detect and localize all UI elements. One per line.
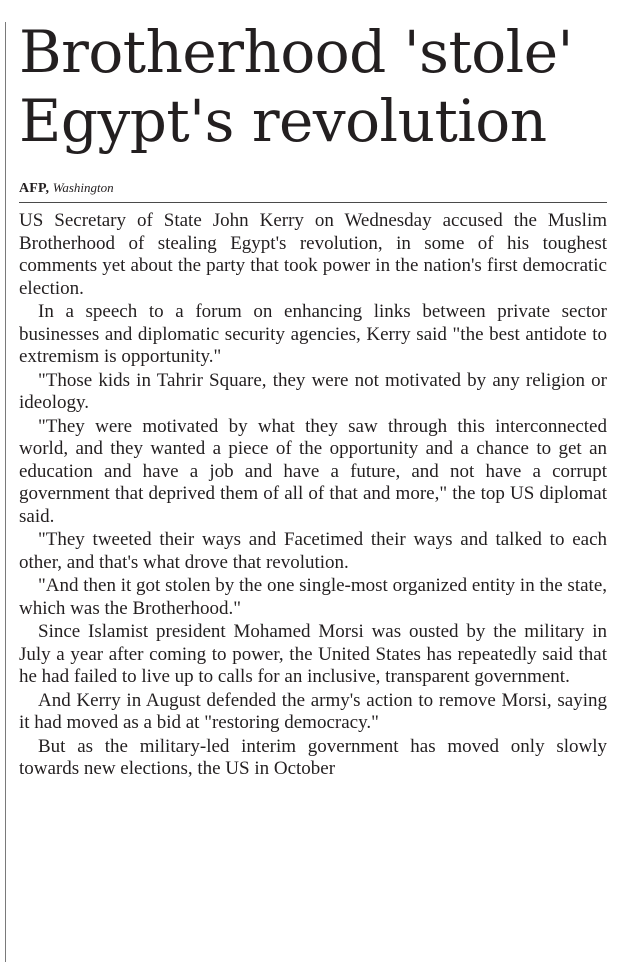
headline (19, 0, 607, 156)
byline (19, 178, 607, 203)
article-body (19, 210, 607, 781)
paragraph: "Those kids in Tahrir Square, they were not motivated by any religion or ideology. (19, 369, 607, 413)
byline-dateline: Washington (52, 180, 114, 195)
headline-line-2: Egypt's revolution (19, 87, 547, 155)
byline-agency: AFP, (19, 181, 50, 196)
article (19, 0, 607, 782)
paragraph: But as the military-led interim government has moved only slowly towards new elections, the US in October (19, 735, 607, 779)
paragraph: US Secretary of State John Kerry on Wednesday accused the Muslim Brotherhood of stealing Egypt's revolution, in some of his toughest comments yet about the party that took power in the nation's first democratic election. (19, 210, 607, 299)
headline-line-1: Brotherhood 'stole' (19, 18, 573, 86)
paragraph: Since Islamist president Mohamed Morsi was ousted by the military in July a year after coming to power, the United States has repeatedly said that he had failed to live up to calls for an inclusive, transparent government. (19, 621, 607, 687)
column-rule (5, 22, 6, 962)
paragraph: "They tweeted their ways and Facetimed their ways and talked to each other, and that's what drove that revolution. (19, 529, 607, 573)
paragraph: "They were motivated by what they saw through this interconnected world, and they wanted a piece of the opportunity and a chance to get an education and have a job and have a future, and not have a corrupt government that deprived them of all of that and more," the top US diplomat said. (19, 415, 607, 527)
paragraph: In a speech to a forum on enhancing links between private sector businesses and diplomatic security agencies, Kerry said "the best antidote to extremism is opportunity." (19, 301, 607, 367)
paragraph: And Kerry in August defended the army's action to remove Morsi, saying it had moved as a bid at "restoring democracy." (19, 689, 607, 733)
paragraph: "And then it got stolen by the one single-most organized entity in the state, which was the Brotherhood." (19, 575, 607, 619)
